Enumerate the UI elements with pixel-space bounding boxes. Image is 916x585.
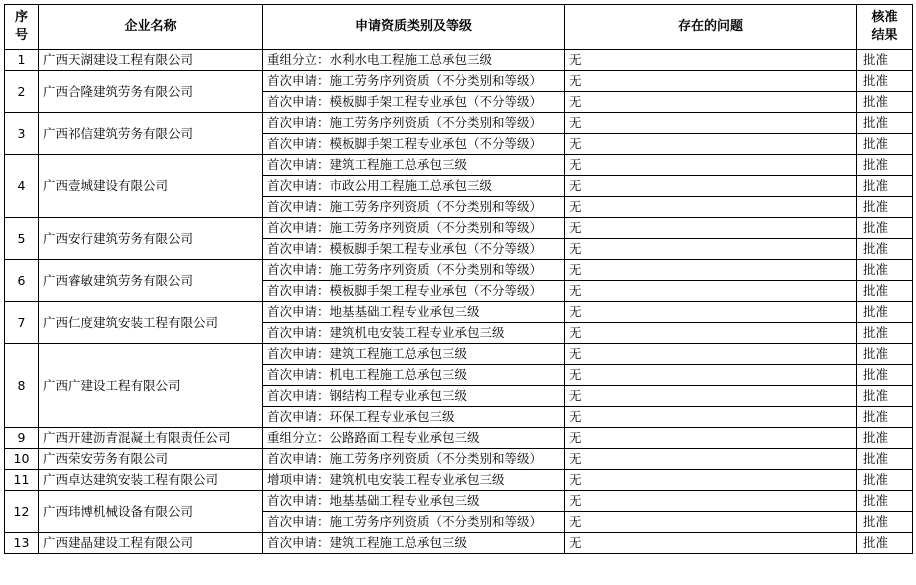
table-row <box>5 428 913 449</box>
header-issue: 存在的问题 <box>565 5 857 50</box>
company-name-cell: 广西建晶建设工程有限公司 <box>39 533 263 554</box>
category-cell: 重组分立：公路路面工程专业承包三级 <box>263 428 565 449</box>
table-row <box>5 71 913 92</box>
issue-cell: 无 <box>565 491 857 512</box>
row-seq-number: 11 <box>5 470 39 491</box>
issue-cell: 无 <box>565 512 857 533</box>
table-row <box>5 302 913 323</box>
company-name-cell: 广西壹城建设有限公司 <box>39 155 263 218</box>
table-row <box>5 344 913 365</box>
result-cell: 批准 <box>857 281 913 302</box>
category-cell: 首次申请：施工劳务序列资质（不分类别和等级） <box>263 71 565 92</box>
issue-cell: 无 <box>565 344 857 365</box>
issue-cell: 无 <box>565 428 857 449</box>
company-name-cell: 广西广建设工程有限公司 <box>39 344 263 428</box>
row-seq-number: 6 <box>5 260 39 302</box>
category-cell: 首次申请：施工劳务序列资质（不分类别和等级） <box>263 260 565 281</box>
issue-cell: 无 <box>565 260 857 281</box>
category-cell: 首次申请：地基基础工程专业承包三级 <box>263 302 565 323</box>
category-cell: 首次申请：模板脚手架工程专业承包（不分等级） <box>263 239 565 260</box>
issue-cell: 无 <box>565 92 857 113</box>
table-row <box>5 470 913 491</box>
category-cell: 首次申请：地基基础工程专业承包三级 <box>263 491 565 512</box>
qualification-table <box>4 4 913 554</box>
table-row <box>5 260 913 281</box>
table-row <box>5 50 913 71</box>
result-cell: 批准 <box>857 344 913 365</box>
company-name-cell: 广西仁度建筑安装工程有限公司 <box>39 302 263 344</box>
category-cell: 首次申请：钢结构工程专业承包三级 <box>263 386 565 407</box>
category-cell: 首次申请：施工劳务序列资质（不分类别和等级） <box>263 449 565 470</box>
result-cell: 批准 <box>857 71 913 92</box>
category-cell: 首次申请：机电工程施工总承包三级 <box>263 365 565 386</box>
category-cell: 首次申请：环保工程专业承包三级 <box>263 407 565 428</box>
issue-cell: 无 <box>565 302 857 323</box>
category-cell: 首次申请：建筑机电安装工程专业承包三级 <box>263 323 565 344</box>
header-category: 申请资质类别及等级 <box>263 5 565 50</box>
company-name-cell: 广西开建沥青混凝土有限责任公司 <box>39 428 263 449</box>
issue-cell: 无 <box>565 449 857 470</box>
table-row <box>5 218 913 239</box>
category-cell: 首次申请：模板脚手架工程专业承包（不分等级） <box>263 92 565 113</box>
company-name-cell: 广西荣安劳务有限公司 <box>39 449 263 470</box>
result-cell: 批准 <box>857 50 913 71</box>
row-seq-number: 7 <box>5 302 39 344</box>
row-seq-number: 13 <box>5 533 39 554</box>
table-body <box>5 50 913 554</box>
company-name-cell: 广西安行建筑劳务有限公司 <box>39 218 263 260</box>
result-cell: 批准 <box>857 449 913 470</box>
category-cell: 首次申请：模板脚手架工程专业承包（不分等级） <box>263 134 565 155</box>
issue-cell: 无 <box>565 71 857 92</box>
company-name-cell: 广西玮博机械设备有限公司 <box>39 491 263 533</box>
category-cell: 首次申请：施工劳务序列资质（不分类别和等级） <box>263 512 565 533</box>
row-seq-number: 4 <box>5 155 39 218</box>
result-cell: 批准 <box>857 302 913 323</box>
result-cell: 批准 <box>857 533 913 554</box>
issue-cell: 无 <box>565 323 857 344</box>
issue-cell: 无 <box>565 113 857 134</box>
header-result: 核准结果 <box>857 5 913 50</box>
category-cell: 首次申请：施工劳务序列资质（不分类别和等级） <box>263 218 565 239</box>
company-name-cell: 广西祁信建筑劳务有限公司 <box>39 113 263 155</box>
issue-cell: 无 <box>565 155 857 176</box>
category-cell: 增项申请：建筑机电安装工程专业承包三级 <box>263 470 565 491</box>
row-seq-number: 5 <box>5 218 39 260</box>
result-cell: 批准 <box>857 407 913 428</box>
category-cell: 首次申请：建筑工程施工总承包三级 <box>263 344 565 365</box>
result-cell: 批准 <box>857 239 913 260</box>
table-row <box>5 113 913 134</box>
result-cell: 批准 <box>857 491 913 512</box>
header-seq: 序号 <box>5 5 39 50</box>
issue-cell: 无 <box>565 239 857 260</box>
result-cell: 批准 <box>857 155 913 176</box>
row-seq-number: 3 <box>5 113 39 155</box>
table-row <box>5 155 913 176</box>
issue-cell: 无 <box>565 197 857 218</box>
issue-cell: 无 <box>565 218 857 239</box>
result-cell: 批准 <box>857 218 913 239</box>
category-cell: 首次申请：施工劳务序列资质（不分类别和等级） <box>263 197 565 218</box>
row-seq-number: 10 <box>5 449 39 470</box>
category-cell: 首次申请：市政公用工程施工总承包三级 <box>263 176 565 197</box>
result-cell: 批准 <box>857 260 913 281</box>
company-name-cell: 广西卓达建筑安装工程有限公司 <box>39 470 263 491</box>
result-cell: 批准 <box>857 428 913 449</box>
category-cell: 首次申请：施工劳务序列资质（不分类别和等级） <box>263 113 565 134</box>
issue-cell: 无 <box>565 533 857 554</box>
row-seq-number: 1 <box>5 50 39 71</box>
header-row <box>5 5 913 50</box>
result-cell: 批准 <box>857 176 913 197</box>
category-cell: 首次申请：建筑工程施工总承包三级 <box>263 533 565 554</box>
table-row <box>5 491 913 512</box>
table-row <box>5 533 913 554</box>
category-cell: 首次申请：建筑工程施工总承包三级 <box>263 155 565 176</box>
header-company: 企业名称 <box>39 5 263 50</box>
row-seq-number: 9 <box>5 428 39 449</box>
result-cell: 批准 <box>857 197 913 218</box>
company-name-cell: 广西合隆建筑劳务有限公司 <box>39 71 263 113</box>
issue-cell: 无 <box>565 407 857 428</box>
table-row <box>5 449 913 470</box>
issue-cell: 无 <box>565 470 857 491</box>
result-cell: 批准 <box>857 134 913 155</box>
company-name-cell: 广西睿敏建筑劳务有限公司 <box>39 260 263 302</box>
result-cell: 批准 <box>857 512 913 533</box>
result-cell: 批准 <box>857 323 913 344</box>
issue-cell: 无 <box>565 365 857 386</box>
issue-cell: 无 <box>565 386 857 407</box>
category-cell: 重组分立：水利水电工程施工总承包三级 <box>263 50 565 71</box>
issue-cell: 无 <box>565 134 857 155</box>
issue-cell: 无 <box>565 281 857 302</box>
row-seq-number: 2 <box>5 71 39 113</box>
result-cell: 批准 <box>857 386 913 407</box>
result-cell: 批准 <box>857 113 913 134</box>
result-cell: 批准 <box>857 92 913 113</box>
row-seq-number: 8 <box>5 344 39 428</box>
result-cell: 批准 <box>857 470 913 491</box>
category-cell: 首次申请：模板脚手架工程专业承包（不分等级） <box>263 281 565 302</box>
issue-cell: 无 <box>565 176 857 197</box>
row-seq-number: 12 <box>5 491 39 533</box>
issue-cell: 无 <box>565 50 857 71</box>
company-name-cell: 广西天湖建设工程有限公司 <box>39 50 263 71</box>
result-cell: 批准 <box>857 365 913 386</box>
